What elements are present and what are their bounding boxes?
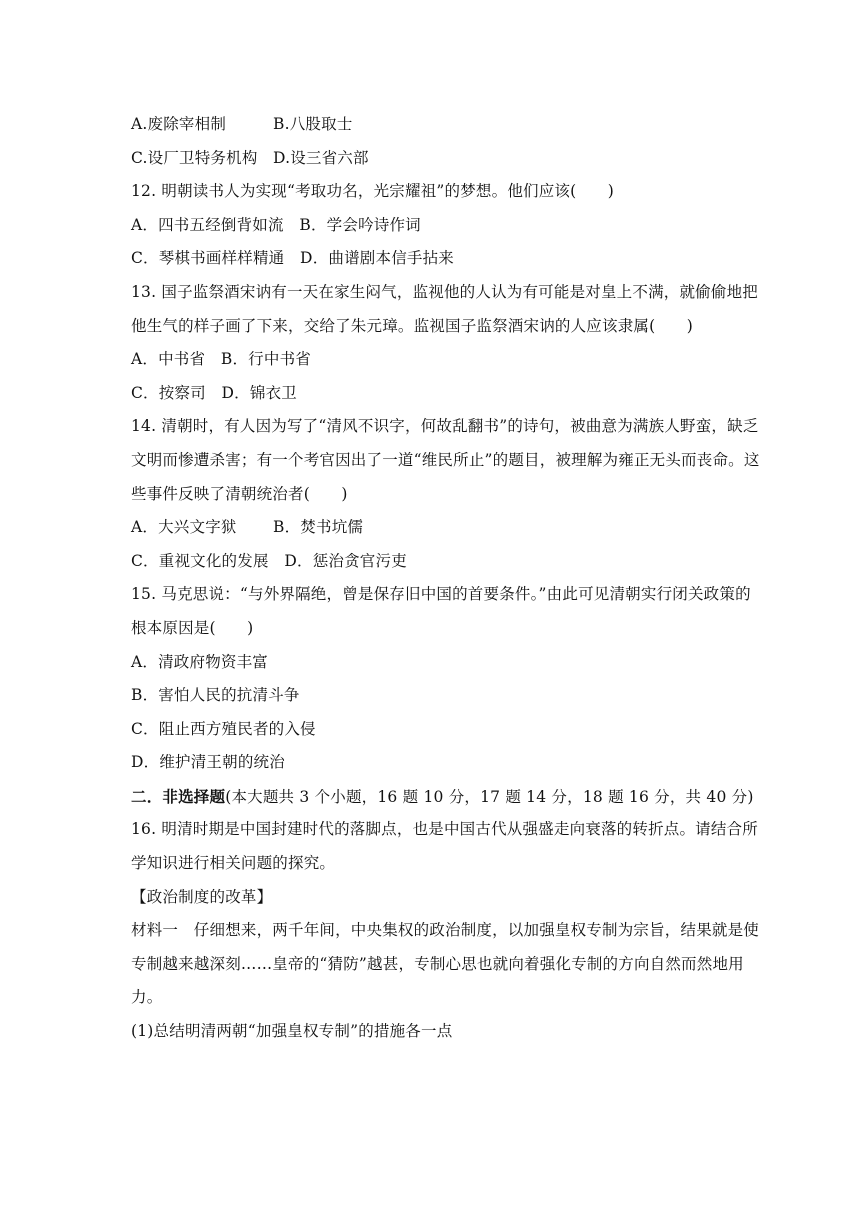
question-15-stem-line-2: 根本原因是( ) xyxy=(131,618,254,637)
question-16-topic: 【政治制度的改革】 xyxy=(131,887,273,906)
option-a: A．大兴文字狱 xyxy=(131,518,237,537)
question-12-stem: 12. 明朝读书人为实现“考取功名，光宗耀祖”的梦想。他们应该( ) xyxy=(131,182,615,201)
document-body xyxy=(131,108,760,1049)
question-15-option-b: B．害怕人民的抗清斗争 xyxy=(131,686,300,705)
question-12-options-ab: A．四书五经倒背如流 B．学会吟诗作词 xyxy=(131,215,421,234)
question-13-options-ab: A．中书省 B．行中书省 xyxy=(131,350,311,369)
material-1-line-3: 力。 xyxy=(131,988,163,1007)
section-note: (本大题共 3 个小题，16 题 10 分，17 题 14 分，18 题 16 分，共 40 分) xyxy=(225,787,754,806)
question-16-sub-1: (1)总结明清两朝“加强皇权专制”的措施各一点 xyxy=(131,1022,453,1041)
question-14-stem-line-2: 文明而惨遭杀害；有一个考官因出了一道“维民所止”的题目，被理解为雍正无头而丧命。这 xyxy=(131,450,760,469)
material-1-line-1: 材料一 仔细想来，两千年间，中央集权的政治制度，以加强皇权专制为宗旨，结果就是使 xyxy=(131,921,760,940)
question-13-stem-line-2: 他生气的样子画了下来，交给了朱元璋。监视国子监祭酒宋讷的人应该隶属( ) xyxy=(131,316,693,335)
question-15-option-a: A．清政府物资丰富 xyxy=(131,652,268,671)
question-13-options-cd: C．按察司 D．锦衣卫 xyxy=(131,383,297,402)
question-14-stem-line-3: 些事件反映了清朝统治者( ) xyxy=(131,484,348,503)
material-1-line-2: 专制越来越深刻……皇帝的“猜防”越甚，专制心思也就向着强化专制的方向自然而然地用 xyxy=(131,954,744,973)
question-14-options-cd: C．重视文化的发展 D．惩治贪官污吏 xyxy=(131,551,407,570)
question-12-options-cd: C．琴棋书画样样精通 D．曲谱剧本信手拈来 xyxy=(131,249,454,268)
section-title: 二．非选择题 xyxy=(131,786,226,806)
question-11-options-ab xyxy=(131,108,731,142)
question-16-stem-line-1: 16. 明清时期是中国封建时代的落脚点，也是中国古代从强盛走向衰落的转折点。请结合所 xyxy=(131,820,758,839)
option-a: A.废除宰相制 xyxy=(131,115,227,133)
question-14-stem-line-1: 14. 清朝时，有人因为写了“清风不识字，何故乱翻书”的诗句，被曲意为满族人野蛮，缺乏 xyxy=(131,417,759,436)
question-14-options-ab xyxy=(131,511,731,545)
question-15-stem-line-1: 15. 马克思说：“与外界隔绝，曾是保存旧中国的首要条件。”由此可见清朝实行闭关政策的 xyxy=(131,585,751,604)
question-15-option-d: D．维护清王朝的统治 xyxy=(131,753,285,772)
question-11-options-cd xyxy=(131,142,731,176)
question-13-stem-line-1: 13. 国子监祭酒宋讷有一天在家生闷气，监视他的人认为有可能是对皇上不满，就偷偷地把 xyxy=(131,282,758,301)
option-b: B．焚书坑儒 xyxy=(273,518,364,537)
question-15-option-c: C．阻止西方殖民者的入侵 xyxy=(131,719,316,738)
option-b: B.八股取士 xyxy=(273,115,353,133)
option-d: D.设三省六部 xyxy=(273,148,369,167)
option-c: C.设厂卫特务机构 xyxy=(131,148,258,167)
question-16-stem-line-2: 学知识进行相关问题的探究。 xyxy=(131,854,336,873)
section-heading xyxy=(131,780,754,814)
